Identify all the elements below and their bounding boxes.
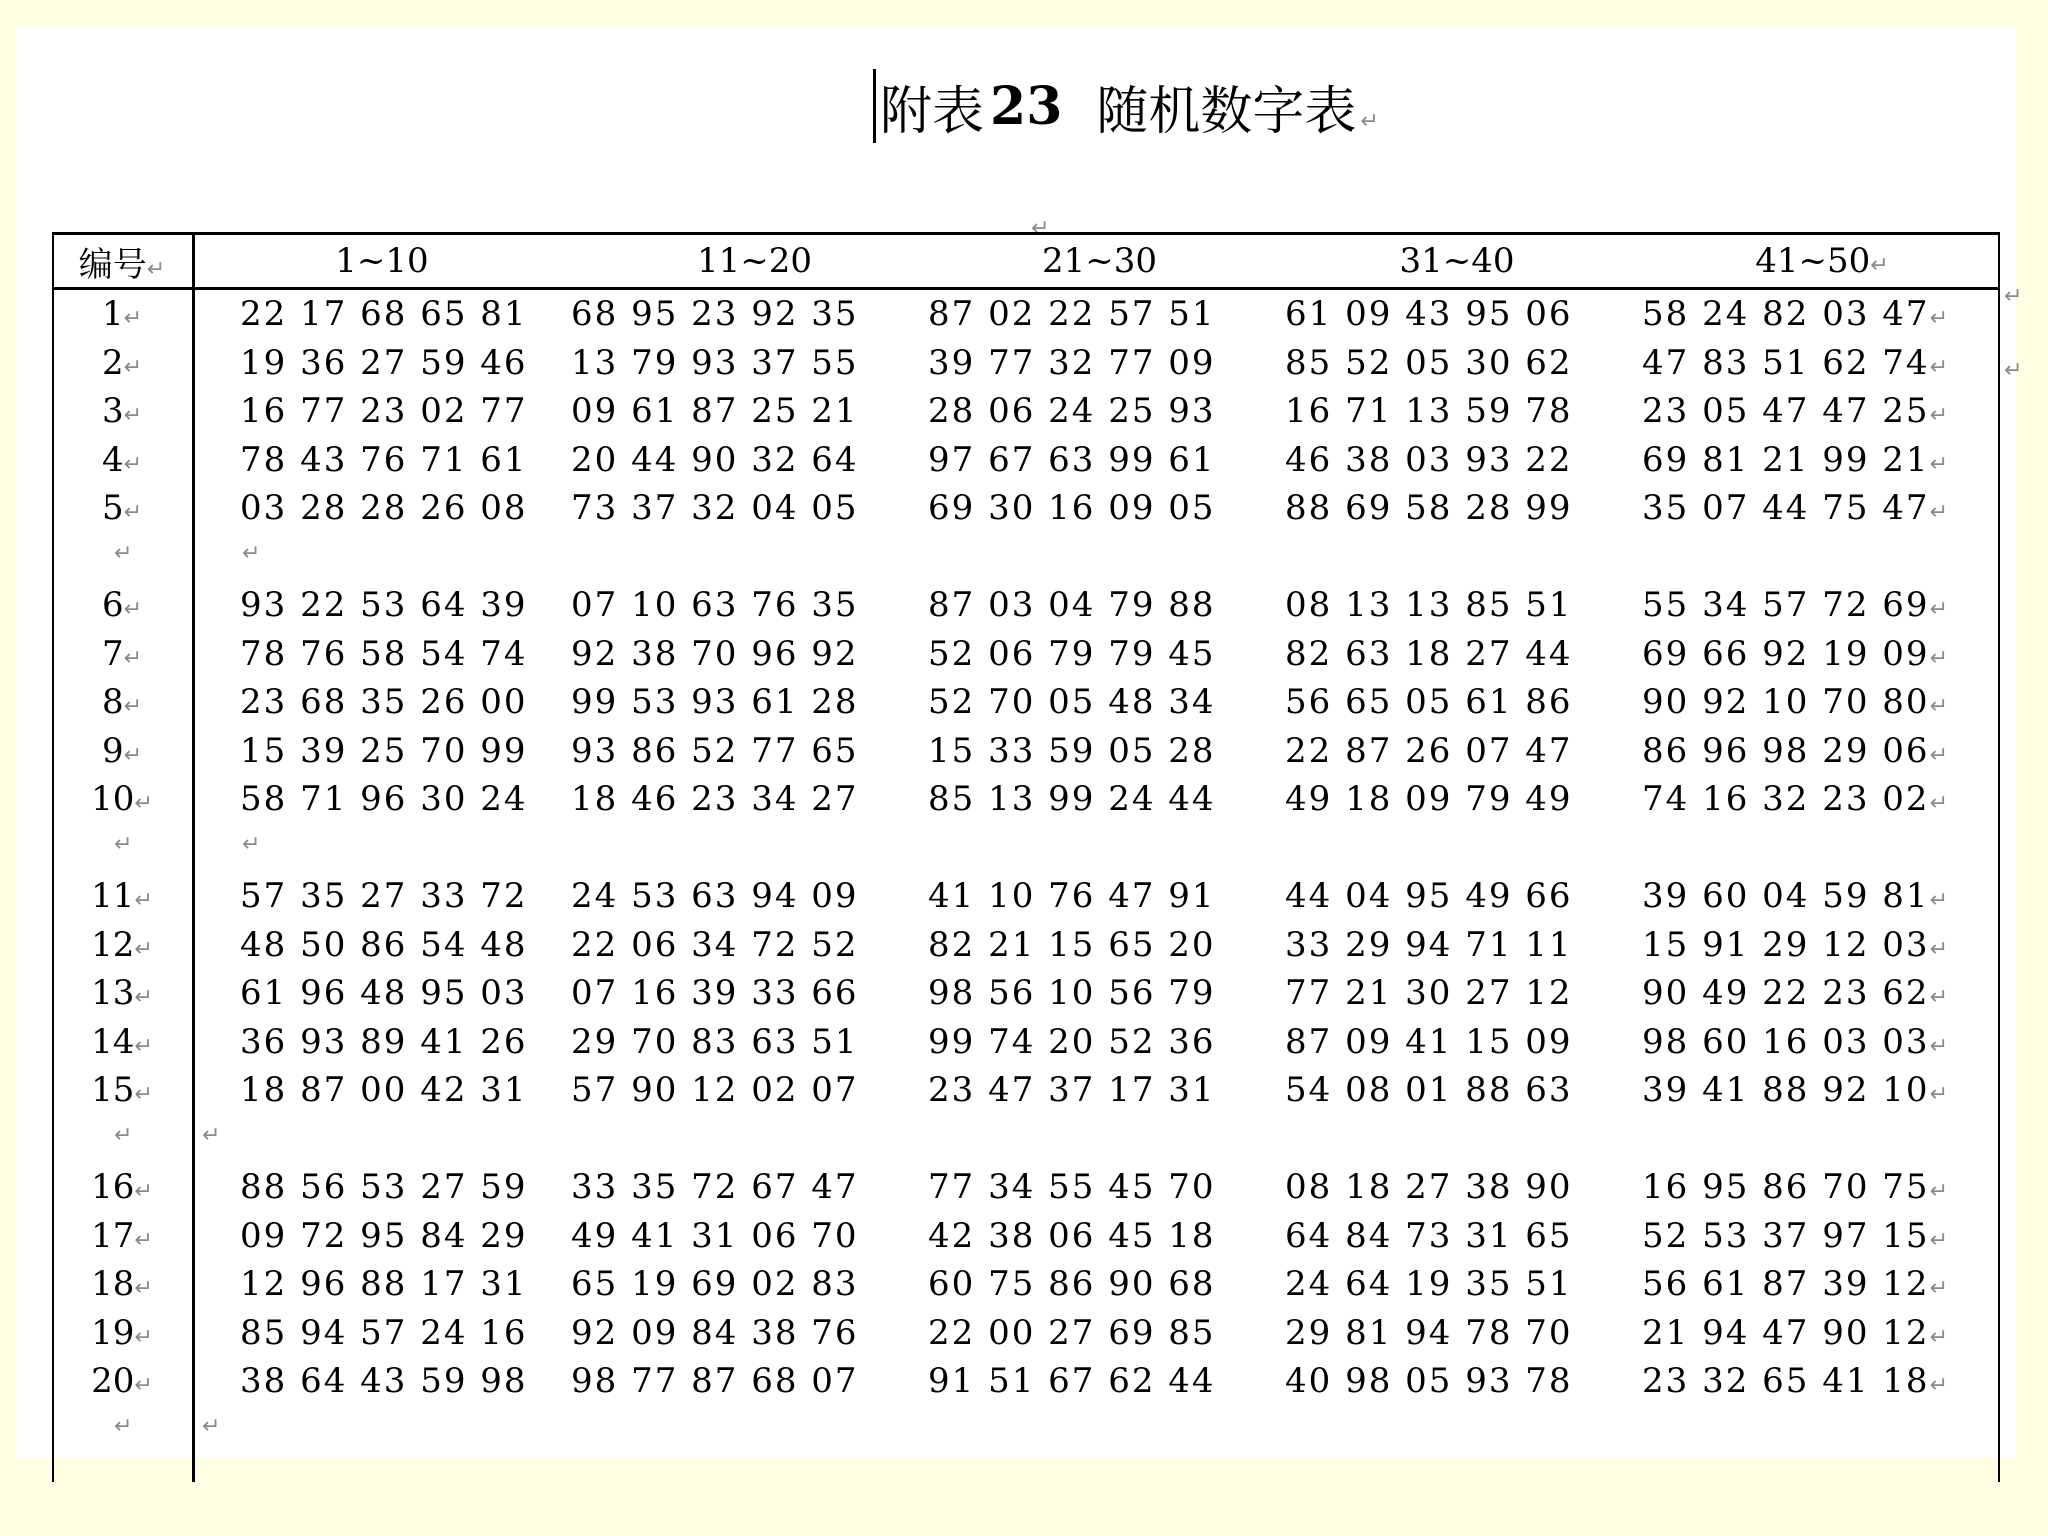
number-group-cell: 23 47 37 17 31	[928, 1070, 1216, 1111]
number-group-cell: 92 09 84 38 76	[571, 1312, 859, 1353]
paragraph-mark-icon: ↵	[1929, 1276, 1950, 1302]
table-row	[52, 1260, 2000, 1309]
number-group-cell: 22 87 26 07 47	[1285, 730, 1573, 771]
table-row	[52, 387, 2000, 436]
paragraph-mark-icon: ↵	[134, 791, 153, 817]
paragraph-mark-icon: ↵	[1929, 791, 1950, 817]
text-cursor	[873, 69, 876, 143]
number-group-cell: 58 24 82 03 47↵	[1642, 294, 1950, 335]
paragraph-mark-icon: ↵	[134, 1082, 153, 1108]
number-group-cell: 12 96 88 17 31	[240, 1264, 528, 1305]
number-group-cell: 85 52 05 30 62	[1285, 342, 1573, 383]
title-number: 23	[990, 75, 1063, 137]
number-group-cell: 23 68 35 26 00	[240, 682, 528, 723]
paragraph-mark-icon: ↵	[1929, 1179, 1950, 1205]
row-id-cell: 3↵	[101, 391, 143, 432]
number-group-cell: 24 53 63 94 09	[571, 876, 859, 917]
table-row	[52, 1309, 2000, 1358]
number-group-cell: 69 30 16 09 05	[928, 488, 1216, 529]
paragraph-mark-icon: ↵	[2004, 358, 2023, 383]
number-group-cell: 15 39 25 70 99	[240, 730, 528, 771]
number-group-cell: 42 38 06 45 18	[928, 1215, 1216, 1256]
row-id-cell: 2↵	[101, 342, 143, 383]
number-group-cell: 47 83 51 62 74↵	[1642, 342, 1950, 383]
number-group-cell: 88 56 53 27 59	[240, 1167, 528, 1208]
paragraph-mark-icon: ↵	[134, 936, 153, 962]
row-id-cell: 19↵	[91, 1312, 153, 1353]
number-group-cell: 23 05 47 47 25↵	[1642, 391, 1950, 432]
header-group-cell: 31~40	[1399, 241, 1515, 281]
paragraph-mark-icon: ↵	[114, 540, 133, 566]
number-group-cell: 52 06 79 79 45	[928, 633, 1216, 674]
number-group-cell: 08 13 13 85 51	[1285, 585, 1573, 626]
row-id-cell: 15↵	[91, 1070, 153, 1111]
paragraph-mark-icon: ↵	[123, 694, 143, 720]
number-group-cell: 23 32 65 41 18↵	[1642, 1361, 1950, 1402]
number-group-cell: 98 60 16 03 03↵	[1642, 1021, 1950, 1062]
spacer-row	[52, 1115, 2000, 1164]
number-group-cell: 99 74 20 52 36	[928, 1021, 1216, 1062]
paragraph-mark-icon: ↵	[123, 403, 143, 429]
table-row	[52, 1212, 2000, 1261]
paragraph-mark-icon: ↵	[114, 1122, 133, 1148]
number-group-cell: 03 28 28 26 08	[240, 488, 528, 529]
number-group-cell: 13 79 93 37 55	[571, 342, 859, 383]
paragraph-mark-icon: ↵	[123, 451, 143, 477]
table-row	[52, 1163, 2000, 1212]
table-row	[52, 630, 2000, 679]
paragraph-mark-icon: ↵	[1929, 1227, 1950, 1253]
number-group-cell: 39 60 04 59 81↵	[1642, 876, 1950, 917]
number-group-cell: 52 70 05 48 34	[928, 682, 1216, 723]
row-id-cell: 4↵	[101, 439, 143, 480]
spacer-row	[52, 533, 2000, 582]
number-group-cell: 16 71 13 59 78	[1285, 391, 1573, 432]
number-group-cell: 07 10 63 76 35	[571, 585, 859, 626]
paragraph-mark-icon: ↵	[134, 1373, 153, 1399]
paragraph-mark-icon: ↵	[114, 1413, 133, 1439]
paragraph-mark-icon: ↵	[1031, 216, 1050, 241]
number-group-cell: 82 63 18 27 44	[1285, 633, 1573, 674]
number-group-cell: 24 64 19 35 51	[1285, 1264, 1573, 1305]
number-group-cell: 41 10 76 47 91	[928, 876, 1216, 917]
table-body	[52, 290, 2016, 1454]
paragraph-mark-icon: ↵	[2004, 284, 2023, 309]
number-group-cell: 65 19 69 02 83	[571, 1264, 859, 1305]
paragraph-mark-icon: ↵	[123, 354, 143, 380]
number-group-cell: 97 67 63 99 61	[928, 439, 1216, 480]
number-group-cell: 39 77 32 77 09	[928, 342, 1216, 383]
number-group-cell: 69 81 21 99 21↵	[1642, 439, 1950, 480]
number-group-cell: 85 13 99 24 44	[928, 779, 1216, 820]
number-group-cell: 54 08 01 88 63	[1285, 1070, 1573, 1111]
paragraph-mark-icon: ↵	[1929, 645, 1950, 671]
number-group-cell: 22 17 68 65 81	[240, 294, 528, 335]
number-group-cell: 61 96 48 95 03	[240, 973, 528, 1014]
row-id-cell: 7↵	[101, 633, 143, 674]
number-group-cell: 60 75 86 90 68	[928, 1264, 1216, 1305]
number-group-cell: 74 16 32 23 02↵	[1642, 779, 1950, 820]
table-row	[52, 872, 2000, 921]
paragraph-mark-icon: ↵	[134, 1324, 153, 1350]
document-page	[16, 26, 2023, 1458]
number-group-cell: 19 36 27 59 46	[240, 342, 528, 383]
title-prefix: 附表	[880, 81, 985, 142]
number-group-cell: 18 46 23 34 27	[571, 779, 859, 820]
number-group-cell: 29 81 94 78 70	[1285, 1312, 1573, 1353]
paragraph-mark-icon: ↵	[202, 1122, 221, 1148]
number-group-cell: 16 95 86 70 75↵	[1642, 1167, 1950, 1208]
paragraph-mark-icon: ↵	[1929, 1324, 1950, 1350]
header-group-cell: 21~30	[1041, 241, 1157, 281]
paragraph-mark-icon: ↵	[1929, 306, 1950, 332]
number-group-cell: 92 38 70 96 92	[571, 633, 859, 674]
table-row	[52, 1066, 2000, 1115]
number-group-cell: 77 34 55 45 70	[928, 1167, 1216, 1208]
spacer-row	[52, 824, 2000, 873]
paragraph-mark-icon: ↵	[123, 500, 143, 526]
row-id-cell: 11↵	[91, 876, 153, 917]
number-group-cell: 46 38 03 93 22	[1285, 439, 1573, 480]
table-row	[52, 921, 2000, 970]
number-group-cell: 87 09 41 15 09	[1285, 1021, 1573, 1062]
title-text: 随机数字表	[1096, 81, 1357, 142]
paragraph-mark-icon: ↵	[1929, 1033, 1950, 1059]
number-group-cell: 08 18 27 38 90	[1285, 1167, 1573, 1208]
number-group-cell: 78 43 76 71 61	[240, 439, 528, 480]
number-group-cell: 98 77 87 68 07	[571, 1361, 859, 1402]
number-group-cell: 20 44 90 32 64	[571, 439, 859, 480]
paragraph-mark-icon: ↵	[134, 1179, 153, 1205]
number-group-cell: 82 21 15 65 20	[928, 924, 1216, 965]
row-id-cell: 18↵	[91, 1264, 153, 1305]
paragraph-mark-icon: ↵	[1929, 694, 1950, 720]
paragraph-mark-icon: ↵	[1929, 742, 1950, 768]
paragraph-mark-icon: ↵	[134, 888, 153, 914]
number-group-cell: 90 92 10 70 80↵	[1642, 682, 1950, 723]
paragraph-mark-icon: ↵	[123, 306, 143, 332]
table-row	[52, 969, 2000, 1018]
number-group-cell: 49 41 31 06 70	[571, 1215, 859, 1256]
table-row	[52, 775, 2000, 824]
number-group-cell: 68 95 23 92 35	[571, 294, 859, 335]
number-group-cell: 48 50 86 54 48	[240, 924, 528, 965]
number-group-cell: 88 69 58 28 99	[1285, 488, 1573, 529]
number-group-cell: 38 64 43 59 98	[240, 1361, 528, 1402]
table-row	[52, 290, 2000, 339]
number-group-cell: 91 51 67 62 44	[928, 1361, 1216, 1402]
paragraph-mark-icon: ↵	[134, 1227, 153, 1253]
paragraph-mark-icon: ↵	[1929, 985, 1950, 1011]
number-group-cell: 16 77 23 02 77	[240, 391, 528, 432]
row-id-cell: 5↵	[101, 488, 143, 529]
header-id-cell: 编号↵	[78, 244, 166, 285]
table-row	[52, 727, 2000, 776]
number-group-cell: 61 09 43 95 06	[1285, 294, 1573, 335]
row-id-cell: 10↵	[91, 779, 153, 820]
number-group-cell: 87 03 04 79 88	[928, 585, 1216, 626]
page-title	[873, 66, 1379, 146]
number-group-cell: 07 16 39 33 66	[571, 973, 859, 1014]
table-row	[52, 678, 2000, 727]
table-row	[52, 484, 2000, 533]
number-group-cell: 57 90 12 02 07	[571, 1070, 859, 1111]
row-id-cell: 8↵	[101, 682, 143, 723]
paragraph-mark-icon: ↵	[134, 1276, 153, 1302]
paragraph-mark-icon: ↵	[1929, 354, 1950, 380]
paragraph-mark-icon: ↵	[242, 540, 261, 566]
number-group-cell: 15 33 59 05 28	[928, 730, 1216, 771]
number-group-cell: 58 71 96 30 24	[240, 779, 528, 820]
number-group-cell: 36 93 89 41 26	[240, 1021, 528, 1062]
number-group-cell: 73 37 32 04 05	[571, 488, 859, 529]
paragraph-mark-icon: ↵	[1929, 451, 1950, 477]
row-id-cell: 13↵	[91, 973, 153, 1014]
row-id-cell: 14↵	[91, 1021, 153, 1062]
row-id-cell: 16↵	[91, 1167, 153, 1208]
number-group-cell: 99 53 93 61 28	[571, 682, 859, 723]
number-group-cell: 40 98 05 93 78	[1285, 1361, 1573, 1402]
paragraph-mark-icon: ↵	[242, 831, 261, 857]
number-group-cell: 57 35 27 33 72	[240, 876, 528, 917]
number-group-cell: 93 22 53 64 39	[240, 585, 528, 626]
number-group-cell: 85 94 57 24 16	[240, 1312, 528, 1353]
number-group-cell: 93 86 52 77 65	[571, 730, 859, 771]
paragraph-mark-icon: ↵	[1929, 597, 1950, 623]
number-group-cell: 22 06 34 72 52	[571, 924, 859, 965]
number-group-cell: 18 87 00 42 31	[240, 1070, 528, 1111]
number-group-cell: 09 61 87 25 21	[571, 391, 859, 432]
random-number-table	[52, 232, 2016, 1454]
number-group-cell: 78 76 58 54 74	[240, 633, 528, 674]
header-group-cell: 1~10	[335, 241, 429, 281]
header-group-cell: 41~50↵	[1755, 241, 1889, 281]
number-group-cell: 35 07 44 75 47↵	[1642, 488, 1950, 529]
table-row	[52, 1357, 2000, 1406]
number-group-cell: 09 72 95 84 29	[240, 1215, 528, 1256]
row-id-cell: 20↵	[91, 1361, 153, 1402]
paragraph-mark-icon: ↵	[1929, 1082, 1950, 1108]
number-group-cell: 56 61 87 39 12↵	[1642, 1264, 1950, 1305]
spacer-row	[52, 1406, 2000, 1455]
number-group-cell: 39 41 88 92 10↵	[1642, 1070, 1950, 1111]
paragraph-mark-icon: ↵	[1929, 500, 1950, 526]
table-row	[52, 581, 2000, 630]
number-group-cell: 69 66 92 19 09↵	[1642, 633, 1950, 674]
number-group-cell: 33 29 94 71 11	[1285, 924, 1573, 965]
paragraph-mark-icon: ↵	[134, 1033, 153, 1059]
number-group-cell: 49 18 09 79 49	[1285, 779, 1573, 820]
paragraph-mark-icon: ↵	[123, 645, 143, 671]
paragraph-mark-icon: ↵	[123, 597, 143, 623]
table-row	[52, 1018, 2000, 1067]
number-group-cell: 56 65 05 61 86	[1285, 682, 1573, 723]
number-group-cell: 52 53 37 97 15↵	[1642, 1215, 1950, 1256]
number-group-cell: 29 70 83 63 51	[571, 1021, 859, 1062]
number-group-cell: 87 02 22 57 51	[928, 294, 1216, 335]
paragraph-mark-icon: ↵	[114, 831, 133, 857]
paragraph-mark-icon: ↵	[134, 985, 153, 1011]
header-group-cell: 11~20	[696, 241, 812, 281]
number-group-cell: 64 84 73 31 65	[1285, 1215, 1573, 1256]
row-id-cell: 9↵	[101, 730, 143, 771]
row-id-cell: 17↵	[91, 1215, 153, 1256]
paragraph-mark-icon: ↵	[1929, 936, 1950, 962]
paragraph-mark-icon: ↵	[1929, 1373, 1950, 1399]
number-group-cell: 33 35 72 67 47	[571, 1167, 859, 1208]
paragraph-mark-icon: ↵	[123, 742, 143, 768]
table-row	[52, 339, 2000, 388]
paragraph-mark-icon: ↵	[1360, 109, 1379, 134]
table-header-row	[52, 232, 2000, 290]
paragraph-mark-icon: ↵	[202, 1413, 221, 1439]
number-group-cell: 77 21 30 27 12	[1285, 973, 1573, 1014]
table-row	[52, 436, 2000, 485]
paragraph-mark-icon: ↵	[1929, 403, 1950, 429]
number-group-cell: 22 00 27 69 85	[928, 1312, 1216, 1353]
number-group-cell: 98 56 10 56 79	[928, 973, 1216, 1014]
number-group-cell: 55 34 57 72 69↵	[1642, 585, 1950, 626]
number-group-cell: 90 49 22 23 62↵	[1642, 973, 1950, 1014]
number-group-cell: 15 91 29 12 03↵	[1642, 924, 1950, 965]
number-group-cell: 28 06 24 25 93	[928, 391, 1216, 432]
number-group-cell: 86 96 98 29 06↵	[1642, 730, 1950, 771]
row-id-cell: 1↵	[101, 294, 143, 335]
number-group-cell: 21 94 47 90 12↵	[1642, 1312, 1950, 1353]
row-id-cell: 12↵	[91, 924, 153, 965]
number-group-cell: 44 04 95 49 66	[1285, 876, 1573, 917]
row-id-cell: 6↵	[101, 585, 143, 626]
paragraph-mark-icon: ↵	[1929, 888, 1950, 914]
